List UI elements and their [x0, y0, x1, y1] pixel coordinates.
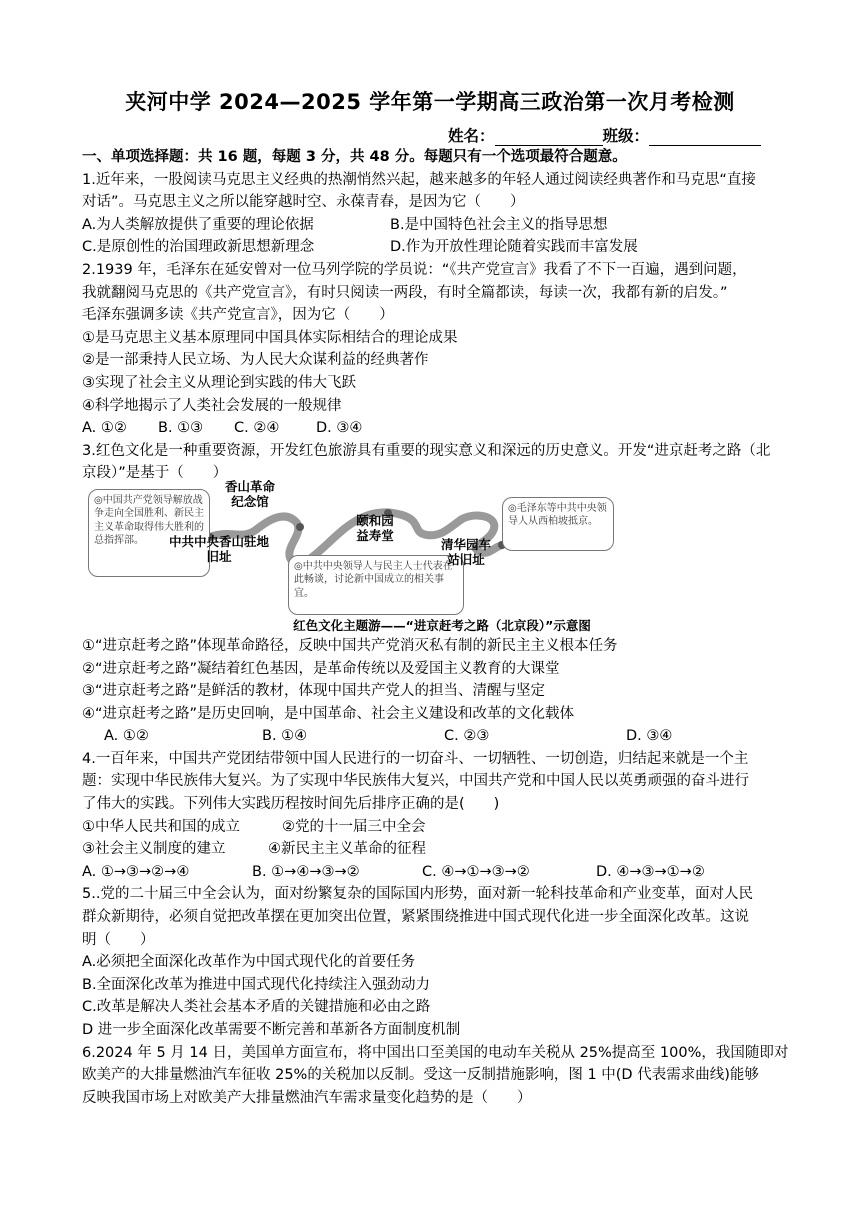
- option-d[interactable]: D. ③④: [316, 420, 363, 437]
- figure-caption: 红色文化主题游——“进京赶考之路（北京段）”示意图: [293, 617, 591, 633]
- question-stem-line: 反映我国市场上对欧美产大排量燃油汽车需求量变化趋势的是（ ）: [82, 1089, 532, 1106]
- option-a[interactable]: A. ①→③→②→④: [82, 863, 190, 880]
- option-b[interactable]: B. ①→④→③→②: [252, 863, 360, 880]
- option-d[interactable]: D.作为开放性理论随着实践而丰富发展: [390, 239, 638, 256]
- option-row: [82, 417, 782, 440]
- option-d[interactable]: D. ④→③→①→②: [596, 863, 705, 880]
- note-box-hq: ◎中国共产党领导解放战争走向全国胜利、新民主主义革命取得伟大胜利的总指挥部。: [88, 489, 210, 577]
- place-label-yiheyuan: 颐和园益寿堂: [356, 512, 394, 543]
- question-2: [82, 259, 782, 440]
- section-heading: 一、单项选择题：共 16 题，每题 3 分，共 48 分。每题只有一个选项最符合题意。: [82, 149, 627, 165]
- question-stem-line: 5..党的二十届三中全会认为，面对纷繁复杂的国际国内形势，面对新一轮科技革命和产业变革，面对人民: [82, 886, 753, 903]
- question-stem-line: 毛泽东强调多读《共产党宣言》，因为它（ ）: [82, 307, 394, 324]
- question-stem-line: 群众新期待，必须自觉把改革摆在更加突出位置，紧紧围绕推进中国式现代化进一步全面深化改革。这说: [82, 909, 749, 926]
- place-label-memorial: 香山革命纪念馆: [224, 478, 275, 509]
- question-stem-line: 明（ ）: [82, 931, 155, 948]
- option-a[interactable]: A. ①②: [82, 420, 127, 437]
- statement-item: ④新民主主义革命的征程: [268, 841, 426, 858]
- option-c[interactable]: C. ②④: [234, 420, 280, 437]
- option-c[interactable]: C.是原创性的治国理政新思想新理念: [82, 239, 315, 256]
- option-a[interactable]: A. ①②: [104, 728, 149, 745]
- option-row: [82, 725, 782, 748]
- statement-item: ①中华人民共和国的成立: [82, 818, 240, 835]
- statement-item: ①是马克思主义基本原理同中国具体实际相结合的理论成果: [82, 329, 458, 346]
- option-c[interactable]: C. ④→①→③→②: [422, 863, 530, 880]
- statement-item: ②党的十一届三中全会: [282, 818, 426, 835]
- question-stem-line: 题：实现中华民族伟大复兴。为了实现中华民族伟大复兴，中国共产党和中国人民以英勇顽强的奋斗进行: [82, 773, 749, 790]
- question-stem-line: 了伟大的实践。下列伟大实践历程按时间先后排序正确的是( ): [82, 796, 500, 813]
- route-point-icon: [296, 523, 304, 531]
- statement-row: [82, 816, 782, 839]
- question-stem-line: 我就翻阅马克思的《共产党宣言》，有时只阅读一两段，有时全篇都读，每读一次，我都有新的启发。”: [82, 284, 728, 301]
- student-info-line: [448, 124, 761, 146]
- option-b[interactable]: B. ①③: [158, 420, 204, 437]
- statement-item: ①“进京赶考之路”体现革命路径，反映中国共产党消灭私有制的新民主主义根本任务: [82, 637, 618, 654]
- option-c[interactable]: C.改革是解决人类社会基本矛盾的关键措施和必由之路: [82, 999, 431, 1016]
- route-map-figure: [82, 478, 782, 617]
- question-stem-line: 1.近年来，一股阅读马克思主义经典的热潮悄然兴起，越来越多的年轻人通过阅读经典著作和马克思“直接: [82, 171, 756, 188]
- option-a[interactable]: A.为人类解放提供了重要的理论依据: [82, 216, 314, 233]
- question-stem-line: 对话”。马克思主义之所以能穿越时空、永葆青春，是因为它（ ）: [82, 194, 525, 211]
- place-label-hq: 中共中央香山驻地旧址: [168, 533, 269, 564]
- question-stem-line: 4.一百年来，中国共产党团结带领中国人民进行的一切奋斗、一切牺牲、一切创造，归结起来就是一个主: [82, 750, 749, 767]
- statement-item: ④科学地揭示了人类社会发展的一般规律: [82, 397, 342, 414]
- question-3: [82, 440, 782, 748]
- name-label: 姓名：: [448, 127, 495, 145]
- statement-row: [82, 838, 782, 861]
- question-6: [82, 1042, 789, 1110]
- question-stem-line: 3.红色文化是一种重要资源，开发红色旅游具有重要的现实意义和深远的历史意义。开发“进京赶考之路（北: [82, 442, 771, 459]
- class-label: 班级：: [602, 127, 650, 145]
- question-1: [82, 169, 782, 259]
- question-stem-line: 6.2024 年 5 月 14 日，美国单方面宣布，将中国出口至美国的电动车关税从 25%提高至 100%，我国随即对: [82, 1044, 789, 1061]
- note-box-station: ◎毛泽东等中共中央领导人从西柏坡抵京。: [502, 497, 614, 551]
- option-d[interactable]: D 进一步全面深化改革需要不断完善和革新各方面制度机制: [82, 1022, 461, 1038]
- question-stem-line: 京段）”是基于（ ）: [82, 465, 228, 482]
- class-blank[interactable]: [649, 129, 761, 146]
- exam-title: 夹河中学 2024—2025 学年第一学期高三政治第一次月考检测: [125, 90, 735, 114]
- option-b[interactable]: B.全面深化改革为推进中国式现代化持续注入强劲动力: [82, 976, 431, 993]
- question-stem-line: 2.1939 年，毛泽东在延安曾对一位马列学院的学员说：“《共产党宣言》我看了不下一百遍，遇到问题，: [82, 261, 747, 278]
- note-box-yiheyuan: ◎中共中央领导人与民主人士代表在此畅谈，讨论新中国成立的相关事宜。: [288, 555, 464, 615]
- statement-item: ②是一部秉持人民立场、为人民大众谋利益的经典著作: [82, 352, 429, 369]
- option-d[interactable]: D. ③④: [626, 728, 673, 745]
- option-b[interactable]: B.是中国特色社会主义的指导思想: [390, 216, 608, 233]
- option-row: [82, 236, 782, 259]
- question-5: [82, 883, 782, 1041]
- statement-item: ③社会主义制度的建立: [82, 841, 226, 858]
- statement-item: ③实现了社会主义从理论到实践的伟大飞跃: [82, 374, 356, 391]
- question-stem-line: 欧美产的大排量燃油汽车征收 25%的关税加以反制。受这一反制措施影响，图 1 中(D 代表需求曲线)能够: [82, 1067, 759, 1084]
- statement-item: ④“进京赶考之路”是历史回响，是中国革命、社会主义建设和改革的文化载体: [82, 705, 575, 722]
- option-c[interactable]: C. ②③: [444, 728, 490, 745]
- option-a[interactable]: A.必须把全面深化改革作为中国式现代化的首要任务: [82, 954, 416, 971]
- statement-item: ②“进京赶考之路”凝结着红色基因，是革命传统以及爱国主义教育的大课堂: [82, 660, 560, 677]
- option-row: [82, 861, 782, 884]
- place-label-station: 清华园车站旧址: [440, 536, 491, 567]
- option-b[interactable]: B. ①④: [262, 728, 308, 745]
- exam-content: [82, 146, 789, 1109]
- question-4: [82, 748, 782, 884]
- statement-item: ③“进京赶考之路”是鲜活的教材，体现中国共产党人的担当、清醒与坚定: [82, 683, 546, 700]
- name-blank[interactable]: [495, 129, 603, 146]
- option-row: [82, 214, 782, 237]
